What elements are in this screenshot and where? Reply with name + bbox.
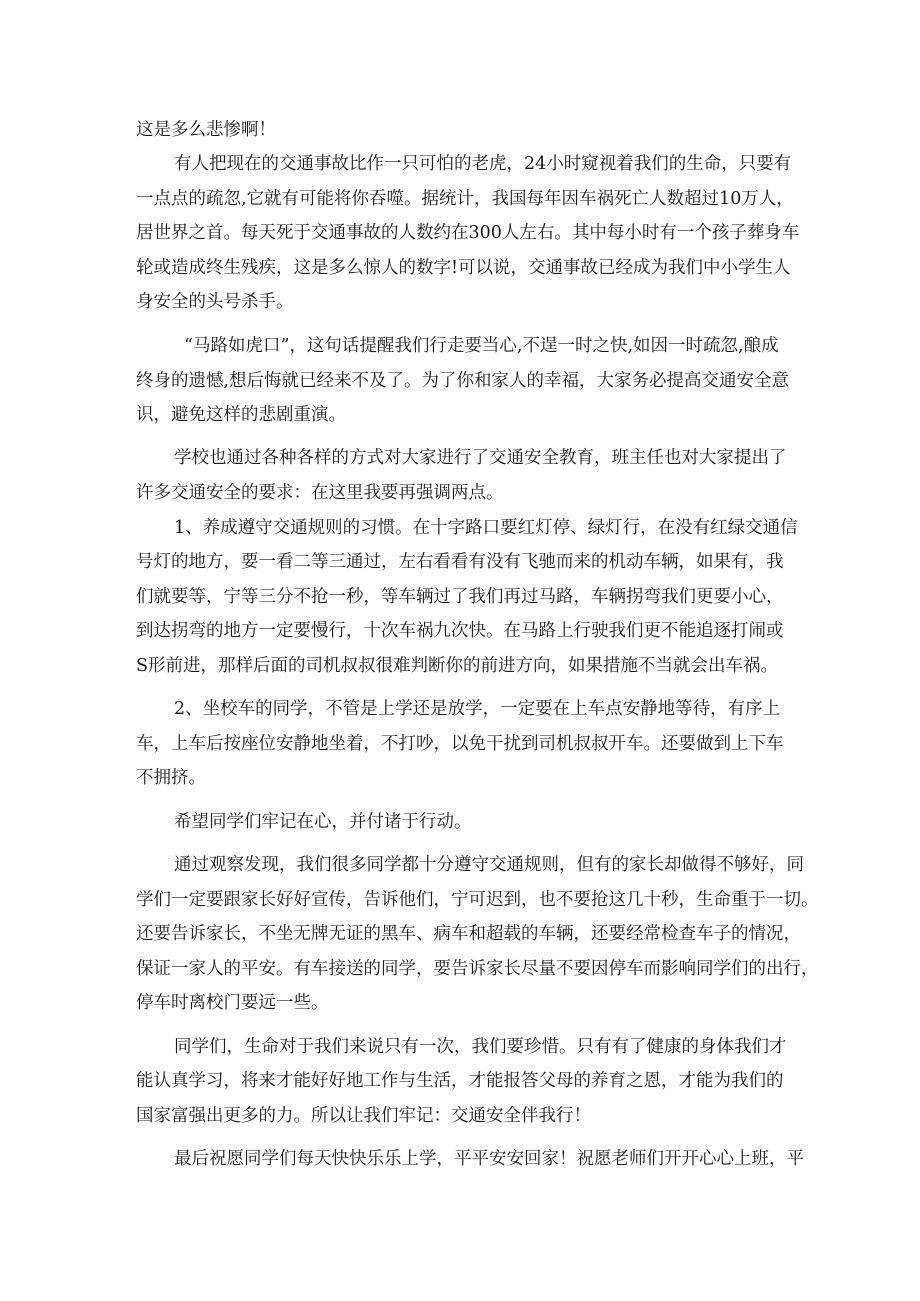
text-line: 这是多么悲惨啊！: [136, 120, 276, 140]
text-line: 能认真学习，将来才能好好地工作与生活，才能报答父母的养育之恩，才能为我们的: [136, 1071, 784, 1091]
text-line: 不拥挤。: [136, 768, 206, 788]
text-line: 一点点的疏忽,它就有可能将你吞噬。据统计，我国每年因车祸死亡人数超过10万人，: [136, 189, 794, 209]
text-line: 号灯的地方，要一看二等三通过，左右看看有没有飞驰而来的机动车辆，如果有，我: [136, 552, 784, 572]
text-line: 学校也通过各种各样的方式对大家进行了交通安全教育，班主任也对大家提出了: [174, 448, 787, 468]
text-line: 许多交通安全的要求：在这里我要再强调两点。: [136, 483, 504, 503]
text-line: 最后祝愿同学们每天快快乐乐上学，平平安安回家！祝愿老师们开开心心上班，平: [174, 1149, 804, 1169]
text-line: “马路如虎口”，这句话提醒我们行走要当心,不逞一时之快,如因一时疏忽,酿成: [184, 336, 779, 356]
text-line: 通过观察发现，我们很多同学都十分遵守交通规则，但有的家长却做得不够好，同: [174, 855, 804, 875]
text-line: S形前进，那样后面的司机叔叔很难判断你的前进方向，如果措施不当就会出车祸。: [136, 656, 778, 676]
text-line: 轮或造成终生残疾，这是多么惊人的数字!可以说，交通事故已经成为我们中小学生人: [136, 258, 791, 278]
text-line: 到达拐弯的地方一定要慢行，十次车祸九次快。在马路上行驶我们更不能追逐打闹或: [136, 621, 784, 641]
text-line: 保证一家人的平安。有车接送的同学，要告诉家长尽量不要因停车而影响同学们的出行，: [136, 959, 819, 979]
text-line: 1、养成遵守交通规则的习惯。在十字路口要红灯停、绿灯行，在没有红绿交通信: [174, 518, 798, 538]
text-line: 们就要等，宁等三分不抢一秒，等车辆过了我们再过马路，车辆拐弯我们更要小心，: [136, 587, 784, 607]
text-line: 国家富强出更多的力。所以让我们牢记：交通安全伴我行！: [136, 1106, 591, 1126]
text-line: 还要告诉家长，不坐无牌无证的黑车、病车和超载的车辆，还要经常检查车子的情况，: [136, 924, 801, 944]
text-line: 希望同学们牢记在心，并付诸于行动。: [174, 812, 472, 832]
text-line: 身安全的头号杀手。: [136, 292, 294, 312]
text-line: 学们一定要跟家长好好宣传，告诉他们，宁可迟到，也不要抢这几十秒，生命重于一切。: [136, 890, 819, 910]
text-line: 居世界之首。每天死于交通事故的人数约在300人左右。其中每小时有一个孩子葬身车: [136, 223, 800, 243]
text-line: 2、坐校车的同学，不管是上学还是放学，一定要在上车点安静地等待，有序上: [174, 699, 781, 719]
text-line: 有人把现在的交通事故比作一只可怕的老虎，24小时窥视着我们的生命，只要有: [174, 154, 792, 174]
text-line: 车，上车后按座位安静地坐着，不打吵，以免干扰到司机叔叔开车。还要做到上下车: [136, 734, 784, 754]
text-line: 终身的遗憾,想后悔就已经来不及了。为了你和家人的幸福，大家务必提高交通安全意: [136, 371, 790, 391]
text-line: 停车时离校门要远一些。: [136, 993, 329, 1013]
text-line: 同学们，生命对于我们来说只有一次，我们要珍惜。只有有了健康的身体我们才: [174, 1037, 787, 1057]
text-line: 识，避免这样的悲剧重演。: [136, 405, 346, 425]
